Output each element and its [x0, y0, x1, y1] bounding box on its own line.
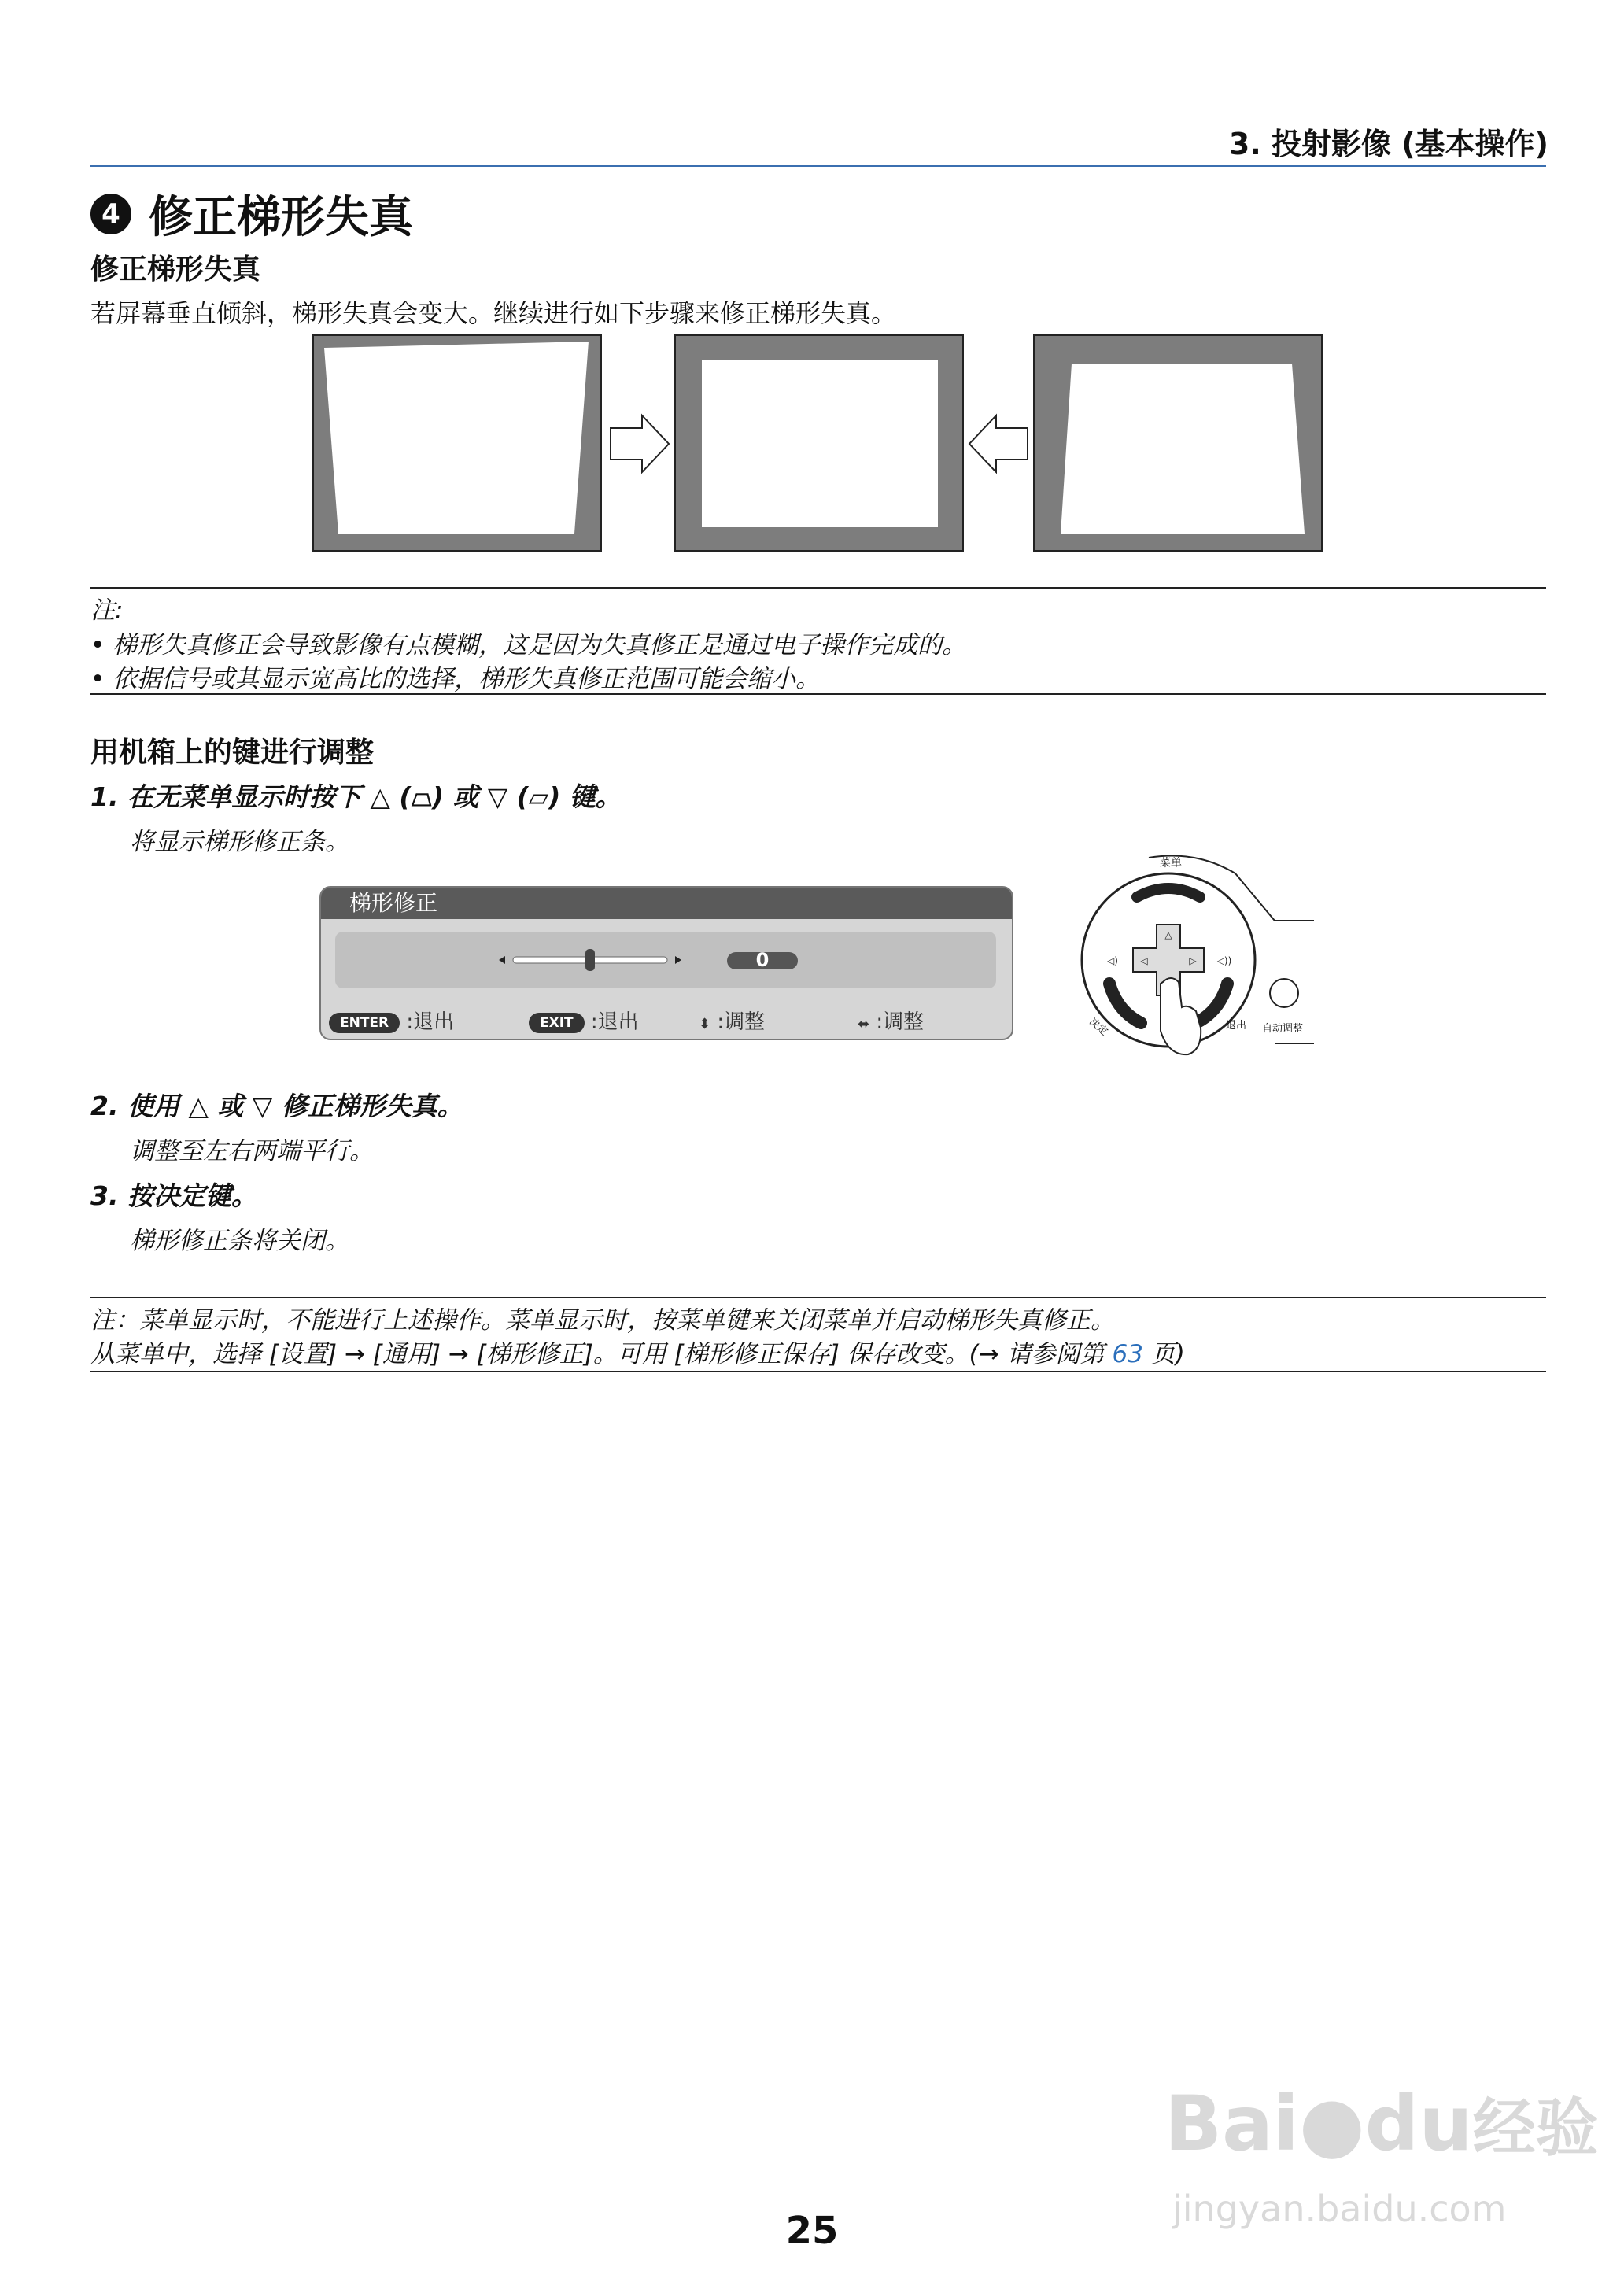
- keystone-corrected-diagram: [675, 335, 963, 551]
- notes-label: 注:: [90, 596, 124, 625]
- exit-key-hint: [529, 1006, 639, 1035]
- svg-text:◁): ◁): [1107, 955, 1118, 966]
- updown-key-label: :调整: [717, 1010, 766, 1034]
- exit-key-badge: EXIT: [529, 1013, 585, 1033]
- section-title: [90, 183, 413, 246]
- slider-value: 0: [755, 949, 770, 971]
- slider-left-arrow-icon: [499, 956, 505, 964]
- notes2-line1: 注：菜单显示时，不能进行上述操作。菜单显示时，按菜单键来关闭菜单并启动梯形失真修正。: [90, 1306, 1115, 1335]
- osd-slider[interactable]: [335, 932, 996, 988]
- watermark-brand2: du: [1364, 2080, 1473, 2168]
- intro-subtitle: 修正梯形失真: [90, 253, 261, 286]
- panel-enter-label: 决定: [1086, 1015, 1110, 1039]
- svg-text:◁: ◁: [1140, 955, 1148, 966]
- keystone-illustration: [312, 334, 1323, 554]
- adjust-heading: 用机箱上的键进行调整: [90, 737, 375, 769]
- slider-right-arrow-icon: [675, 956, 681, 964]
- notes-bottom-rule: [90, 693, 1546, 695]
- header-rule: [90, 165, 1546, 167]
- updown-arrows-icon: ⬍: [699, 1016, 711, 1032]
- notes2-line2-end: 页): [1142, 1340, 1185, 1368]
- section-number-badge: 4: [90, 194, 131, 234]
- svg-text:▷: ▷: [1189, 955, 1197, 966]
- osd-title: 梯形修正: [321, 888, 1012, 919]
- note-item: • 依据信号或其显示宽高比的选择，梯形失真修正范围可能会缩小。: [90, 665, 821, 693]
- note-item: • 梯形失真修正会导致影像有点模糊，这是因为失真修正是通过电子操作完成的。: [90, 631, 967, 659]
- keystone-before-diagram: [313, 335, 601, 551]
- panel-auto-label: 自动调整: [1262, 1023, 1304, 1035]
- section-title-text: 修正梯形失真: [149, 192, 413, 243]
- panel-exit-label: 退出: [1226, 1020, 1247, 1032]
- leftright-arrows-icon: ⬌: [858, 1016, 870, 1032]
- notes2-line2: [90, 1334, 1185, 1369]
- watermark-url: jingyan.baidu.com: [1172, 2188, 1507, 2230]
- page-number: 25: [785, 2209, 839, 2253]
- arrow-left-icon: [969, 415, 1028, 472]
- enter-key-badge: ENTER: [329, 1013, 400, 1033]
- osd-footer: [321, 1004, 1012, 1034]
- paw-icon: ●: [1298, 2080, 1365, 2168]
- chapter-header: 3. 投射影像 (基本操作): [1228, 127, 1548, 161]
- control-panel-illustration: [1078, 850, 1322, 1070]
- leftright-key-label: :调整: [876, 1010, 925, 1034]
- intro-text: 若屏幕垂直倾斜，梯形失真会变大。继续进行如下步骤来修正梯形失真。: [90, 298, 897, 328]
- notes2-line2-text: 从菜单中，选择 [设置] → [通用] → [梯形修正]。可用 [梯形修正保存] 保存改变。(→ 请参阅第: [90, 1340, 1113, 1368]
- slider-thumb: [585, 949, 595, 971]
- svg-text:△: △: [1164, 929, 1172, 940]
- step-2-desc: 调整至左右两端平行。: [130, 1137, 374, 1165]
- panel-menu-label: 菜单: [1160, 857, 1182, 870]
- page-reference-link[interactable]: 63: [1112, 1340, 1143, 1368]
- leftright-key-hint: [858, 1006, 924, 1035]
- notes-top-rule: [90, 587, 1546, 589]
- svg-text:◁)): ◁)): [1216, 955, 1232, 966]
- osd-slider-area: [335, 932, 996, 988]
- step-3-desc: 梯形修正条将关闭。: [130, 1227, 349, 1255]
- exit-key-label: :退出: [590, 1010, 639, 1034]
- watermark-brand: Bai: [1164, 2080, 1299, 2168]
- step-1-desc: 将显示梯形修正条。: [130, 828, 349, 856]
- arrow-right-icon: [611, 415, 669, 472]
- updown-key-hint: [699, 1006, 765, 1035]
- step-3-title: 3. 按决定键。: [90, 1180, 257, 1211]
- step-2-title: 2. 使用 △ 或 ▽ 修正梯形失真。: [90, 1091, 463, 1121]
- enter-key-label: :退出: [406, 1010, 455, 1034]
- notes2-top-rule: [90, 1297, 1546, 1298]
- notes2-bottom-rule: [90, 1371, 1546, 1372]
- step-1-title: 1. 在无菜单显示时按下 △ (⏢) 或 ▽ (⏥) 键。: [90, 781, 622, 812]
- keystone-after-diagram: [1034, 335, 1322, 551]
- baidu-watermark: [1164, 2077, 1599, 2168]
- enter-key-hint: [329, 1006, 454, 1035]
- auto-adjust-key: [1270, 979, 1298, 1007]
- keystone-osd-panel: [319, 886, 1013, 1040]
- watermark-suffix: 经验: [1472, 2092, 1599, 2165]
